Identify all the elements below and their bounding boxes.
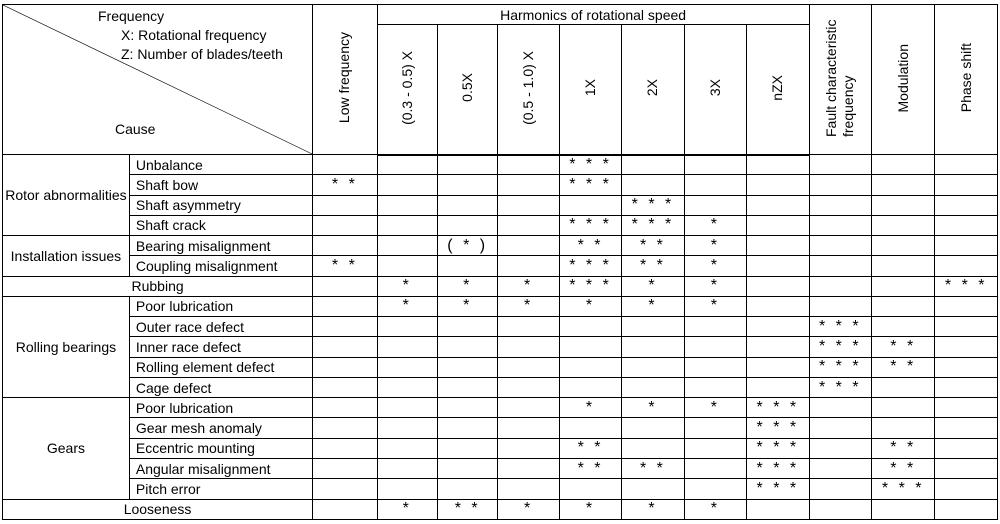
rating-cell: [313, 438, 377, 458]
rating-cell: * *: [559, 458, 621, 478]
table-row: [3, 155, 998, 175]
rating-cell: [437, 317, 497, 337]
rating-cell: * * *: [935, 276, 998, 296]
rating-cell: [684, 418, 746, 438]
rating-cell: [437, 195, 497, 215]
rating-cell: [872, 377, 935, 397]
rating-cell: [377, 418, 437, 438]
rating-cell: [935, 215, 998, 235]
rating-cell: * * *: [622, 195, 684, 215]
header-phase-shift: Phase shift: [935, 5, 998, 155]
rating-cell: [872, 296, 935, 316]
rating-cell: [622, 438, 684, 458]
table-row: [3, 296, 998, 316]
cause-cell: Eccentric mounting: [129, 438, 312, 458]
category-rubbing: Rubbing: [3, 276, 313, 296]
rating-cell: *: [684, 296, 746, 316]
header-low-frequency: Low frequency: [313, 5, 377, 155]
rating-cell: [747, 357, 810, 377]
rating-cell: * * *: [809, 377, 871, 397]
rating-cell: [437, 377, 497, 397]
rating-cell: * *: [437, 499, 497, 519]
header-fault-characteristic: Fault characteristic frequency: [809, 5, 871, 155]
rating-cell: [622, 317, 684, 337]
rating-cell: [622, 155, 684, 175]
rating-cell: [622, 337, 684, 357]
rating-cell: [684, 458, 746, 478]
rating-cell: * *: [622, 458, 684, 478]
rating-cell: [809, 236, 871, 256]
rating-cell: [377, 215, 437, 235]
rating-cell: * *: [872, 458, 935, 478]
table-row: [3, 195, 998, 215]
rating-cell: [437, 337, 497, 357]
rating-cell: [935, 418, 998, 438]
category-installation: Installation issues: [3, 236, 130, 277]
rating-cell: * * *: [559, 175, 621, 195]
rating-cell: [684, 155, 746, 175]
corner-legend-x: X: Rotational frequency: [121, 27, 267, 43]
rating-cell: [559, 357, 621, 377]
rating-cell: * *: [559, 438, 621, 458]
cause-cell: Poor lubrication: [129, 398, 312, 418]
rating-cell: [872, 398, 935, 418]
rating-cell: [809, 418, 871, 438]
rating-cell: *: [622, 276, 684, 296]
fault-diagnosis-table: [2, 4, 998, 520]
rating-cell: *: [622, 296, 684, 316]
rating-cell: [498, 236, 559, 256]
table-row: [3, 438, 998, 458]
rating-cell: [872, 276, 935, 296]
rating-cell: [622, 175, 684, 195]
rating-cell: [935, 296, 998, 316]
rating-cell: [377, 357, 437, 377]
header-h-3x: 3X: [684, 25, 746, 155]
rating-cell: [935, 398, 998, 418]
table-row: [3, 479, 998, 499]
rating-cell: [377, 236, 437, 256]
rating-cell: [747, 195, 810, 215]
rating-cell: [498, 357, 559, 377]
corner-title: Frequency: [98, 8, 165, 24]
rating-cell: [437, 458, 497, 478]
rating-cell: [747, 499, 810, 519]
rating-cell: [872, 256, 935, 276]
rating-cell: * * *: [809, 357, 871, 377]
rating-cell: [559, 195, 621, 215]
rating-cell: [935, 357, 998, 377]
cause-cell: Unbalance: [129, 155, 312, 175]
rating-cell: [935, 458, 998, 478]
rating-cell: *: [684, 276, 746, 296]
rating-cell: [313, 377, 377, 397]
table-row: [3, 337, 998, 357]
rating-cell: [313, 236, 377, 256]
rating-cell: [622, 377, 684, 397]
rating-cell: [747, 377, 810, 397]
cause-cell: Coupling misalignment: [129, 256, 312, 276]
rating-cell: [872, 155, 935, 175]
rating-cell: [498, 175, 559, 195]
rating-cell: *: [622, 499, 684, 519]
corner-header: [3, 5, 313, 155]
rating-cell: * * *: [747, 458, 810, 478]
rating-cell: [498, 377, 559, 397]
rating-cell: [684, 195, 746, 215]
rating-cell: [498, 215, 559, 235]
rating-cell: [684, 377, 746, 397]
rating-cell: * * *: [747, 418, 810, 438]
table-row: [3, 398, 998, 418]
rating-cell: [935, 337, 998, 357]
rating-cell: [437, 418, 497, 438]
rating-cell: [377, 438, 437, 458]
rating-cell: [809, 276, 871, 296]
rating-cell: [313, 398, 377, 418]
rating-cell: [313, 357, 377, 377]
rating-cell: [498, 256, 559, 276]
rating-cell: *: [684, 236, 746, 256]
cause-cell: Pitch error: [129, 479, 312, 499]
rating-cell: [935, 175, 998, 195]
rating-cell: [377, 175, 437, 195]
rating-cell: [498, 195, 559, 215]
rating-cell: [498, 479, 559, 499]
rating-cell: [747, 215, 810, 235]
rating-cell: [935, 236, 998, 256]
table-row: [3, 317, 998, 337]
rating-cell: * *: [872, 357, 935, 377]
rating-cell: * * *: [872, 479, 935, 499]
header-modulation: Modulation: [872, 5, 935, 155]
rating-cell: [313, 479, 377, 499]
rating-cell: [437, 256, 497, 276]
rating-cell: *: [684, 499, 746, 519]
rating-cell: [872, 195, 935, 215]
rating-cell: [437, 215, 497, 235]
cause-cell: Outer race defect: [129, 317, 312, 337]
rating-cell: [498, 418, 559, 438]
rating-cell: * *: [622, 236, 684, 256]
rating-cell: *: [559, 398, 621, 418]
header-h-05-10: (0.5 - 1.0) X: [498, 25, 559, 155]
rating-cell: [559, 317, 621, 337]
rating-cell: [809, 296, 871, 316]
rating-cell: [935, 499, 998, 519]
rating-cell: [872, 317, 935, 337]
rating-cell: [935, 155, 998, 175]
header-h-03-05: (0.3 - 0.5) X: [377, 25, 437, 155]
rating-cell: * * *: [747, 479, 810, 499]
rating-cell: [872, 215, 935, 235]
rating-cell: *: [437, 276, 497, 296]
rating-cell: [498, 438, 559, 458]
cause-cell: Shaft asymmetry: [129, 195, 312, 215]
rating-cell: [747, 175, 810, 195]
rating-cell: [313, 276, 377, 296]
rating-cell: [498, 398, 559, 418]
table-row: [3, 357, 998, 377]
rating-cell: [684, 479, 746, 499]
header-h-05: 0.5X: [437, 25, 497, 155]
table-row: [3, 175, 998, 195]
rating-cell: [684, 337, 746, 357]
rating-cell: [935, 317, 998, 337]
rating-cell: [313, 317, 377, 337]
rating-cell: [747, 236, 810, 256]
category-bearings: Rolling bearings: [3, 296, 130, 397]
rating-cell: [809, 479, 871, 499]
rating-cell: [377, 398, 437, 418]
rating-cell: [498, 317, 559, 337]
rating-cell: [559, 418, 621, 438]
rating-cell: * * *: [809, 337, 871, 357]
table-row: [3, 377, 998, 397]
header-h-1x: 1X: [559, 25, 621, 155]
rating-cell: *: [622, 398, 684, 418]
rating-cell: *: [498, 276, 559, 296]
rating-cell: [437, 398, 497, 418]
category-gears: Gears: [3, 398, 130, 499]
rating-cell: *: [377, 276, 437, 296]
rating-cell: [809, 256, 871, 276]
header-harmonics: Harmonics of rotational speed: [377, 5, 809, 25]
rating-cell: [437, 438, 497, 458]
corner-legend-z: Z: Number of blades/teeth: [121, 46, 283, 62]
table-row: [3, 215, 998, 235]
rating-cell: * *: [872, 438, 935, 458]
rating-cell: [313, 337, 377, 357]
rating-cell: [747, 337, 810, 357]
rating-cell: [872, 418, 935, 438]
rating-cell: [313, 195, 377, 215]
rating-cell: *: [437, 296, 497, 316]
rating-cell: *: [377, 296, 437, 316]
rating-cell: [313, 418, 377, 438]
rating-cell: [622, 479, 684, 499]
rating-cell: * *: [622, 256, 684, 276]
table-row: [3, 458, 998, 478]
rating-cell: [935, 438, 998, 458]
rating-cell: [498, 458, 559, 478]
rating-cell: [313, 215, 377, 235]
table-row: [3, 256, 998, 276]
rating-cell: [377, 479, 437, 499]
cause-cell: Bearing misalignment: [129, 236, 312, 256]
cause-cell: Poor lubrication: [129, 296, 312, 316]
rating-cell: * * *: [559, 155, 621, 175]
rating-cell: *: [377, 499, 437, 519]
rating-cell: * * *: [559, 276, 621, 296]
rating-cell: [872, 175, 935, 195]
rating-cell: *: [684, 215, 746, 235]
rating-cell: [809, 175, 871, 195]
cause-cell: Gear mesh anomaly: [129, 418, 312, 438]
table-row: [3, 499, 998, 519]
rating-cell: [377, 256, 437, 276]
cause-cell: Cage defect: [129, 377, 312, 397]
rating-cell: [935, 479, 998, 499]
rating-cell: [559, 479, 621, 499]
rating-cell: [313, 499, 377, 519]
rating-cell: [498, 155, 559, 175]
rating-cell: [313, 296, 377, 316]
rating-cell: [377, 377, 437, 397]
cause-cell: Rolling element defect: [129, 357, 312, 377]
rating-cell: [747, 256, 810, 276]
rating-cell: [872, 236, 935, 256]
rating-cell: [313, 155, 377, 175]
rating-cell: [809, 155, 871, 175]
rating-cell: [684, 317, 746, 337]
rating-cell: [684, 357, 746, 377]
table-row: [3, 276, 998, 296]
rating-cell: [935, 256, 998, 276]
rating-cell: [747, 155, 810, 175]
rating-cell: [377, 195, 437, 215]
rating-cell: [747, 276, 810, 296]
rating-cell: * *: [313, 256, 377, 276]
rating-cell: [437, 479, 497, 499]
rating-cell: [747, 296, 810, 316]
rating-cell: *: [684, 398, 746, 418]
rating-cell: * *: [313, 175, 377, 195]
rating-cell: *: [498, 499, 559, 519]
rating-cell: *: [559, 499, 621, 519]
rating-cell: [809, 458, 871, 478]
cause-cell: Shaft bow: [129, 175, 312, 195]
rating-cell: [437, 155, 497, 175]
rating-cell: [684, 175, 746, 195]
rating-cell: [809, 438, 871, 458]
table-row: [3, 236, 998, 256]
corner-cause-label: Cause: [115, 121, 156, 137]
rating-cell: * * *: [559, 215, 621, 235]
rating-cell: [313, 458, 377, 478]
category-looseness: Looseness: [3, 499, 313, 519]
rating-cell: * * *: [747, 398, 810, 418]
rating-cell: [622, 357, 684, 377]
header-h-2x: 2X: [622, 25, 684, 155]
category-rotor: Rotor abnormalities: [3, 155, 130, 236]
cause-cell: Inner race defect: [129, 337, 312, 357]
rating-cell: * * *: [622, 215, 684, 235]
rating-cell: [437, 357, 497, 377]
rating-cell: [559, 337, 621, 357]
rating-cell: *: [498, 296, 559, 316]
rating-cell: [377, 337, 437, 357]
rating-cell: *: [684, 256, 746, 276]
rating-cell: [809, 215, 871, 235]
cause-cell: Angular misalignment: [129, 458, 312, 478]
rating-cell: [809, 499, 871, 519]
rating-cell: * * *: [747, 438, 810, 458]
rating-cell: [622, 418, 684, 438]
rating-cell: [872, 499, 935, 519]
rating-cell: * * *: [559, 256, 621, 276]
rating-cell: [559, 377, 621, 397]
rating-cell: [684, 438, 746, 458]
rating-cell: [377, 458, 437, 478]
table-row: [3, 418, 998, 438]
rating-cell: *: [559, 296, 621, 316]
rating-cell: * *: [872, 337, 935, 357]
rating-cell: [377, 155, 437, 175]
rating-cell: [809, 195, 871, 215]
rating-cell: [747, 317, 810, 337]
rating-cell: [809, 398, 871, 418]
rating-cell: * *: [559, 236, 621, 256]
rating-cell: * * *: [809, 317, 871, 337]
rating-cell: [935, 195, 998, 215]
rating-cell: ( * ): [437, 236, 497, 256]
cause-cell: Shaft crack: [129, 215, 312, 235]
rating-cell: [377, 317, 437, 337]
rating-cell: [437, 175, 497, 195]
rating-cell: [498, 337, 559, 357]
header-h-nzx: nZX: [747, 25, 810, 155]
rating-cell: [935, 377, 998, 397]
